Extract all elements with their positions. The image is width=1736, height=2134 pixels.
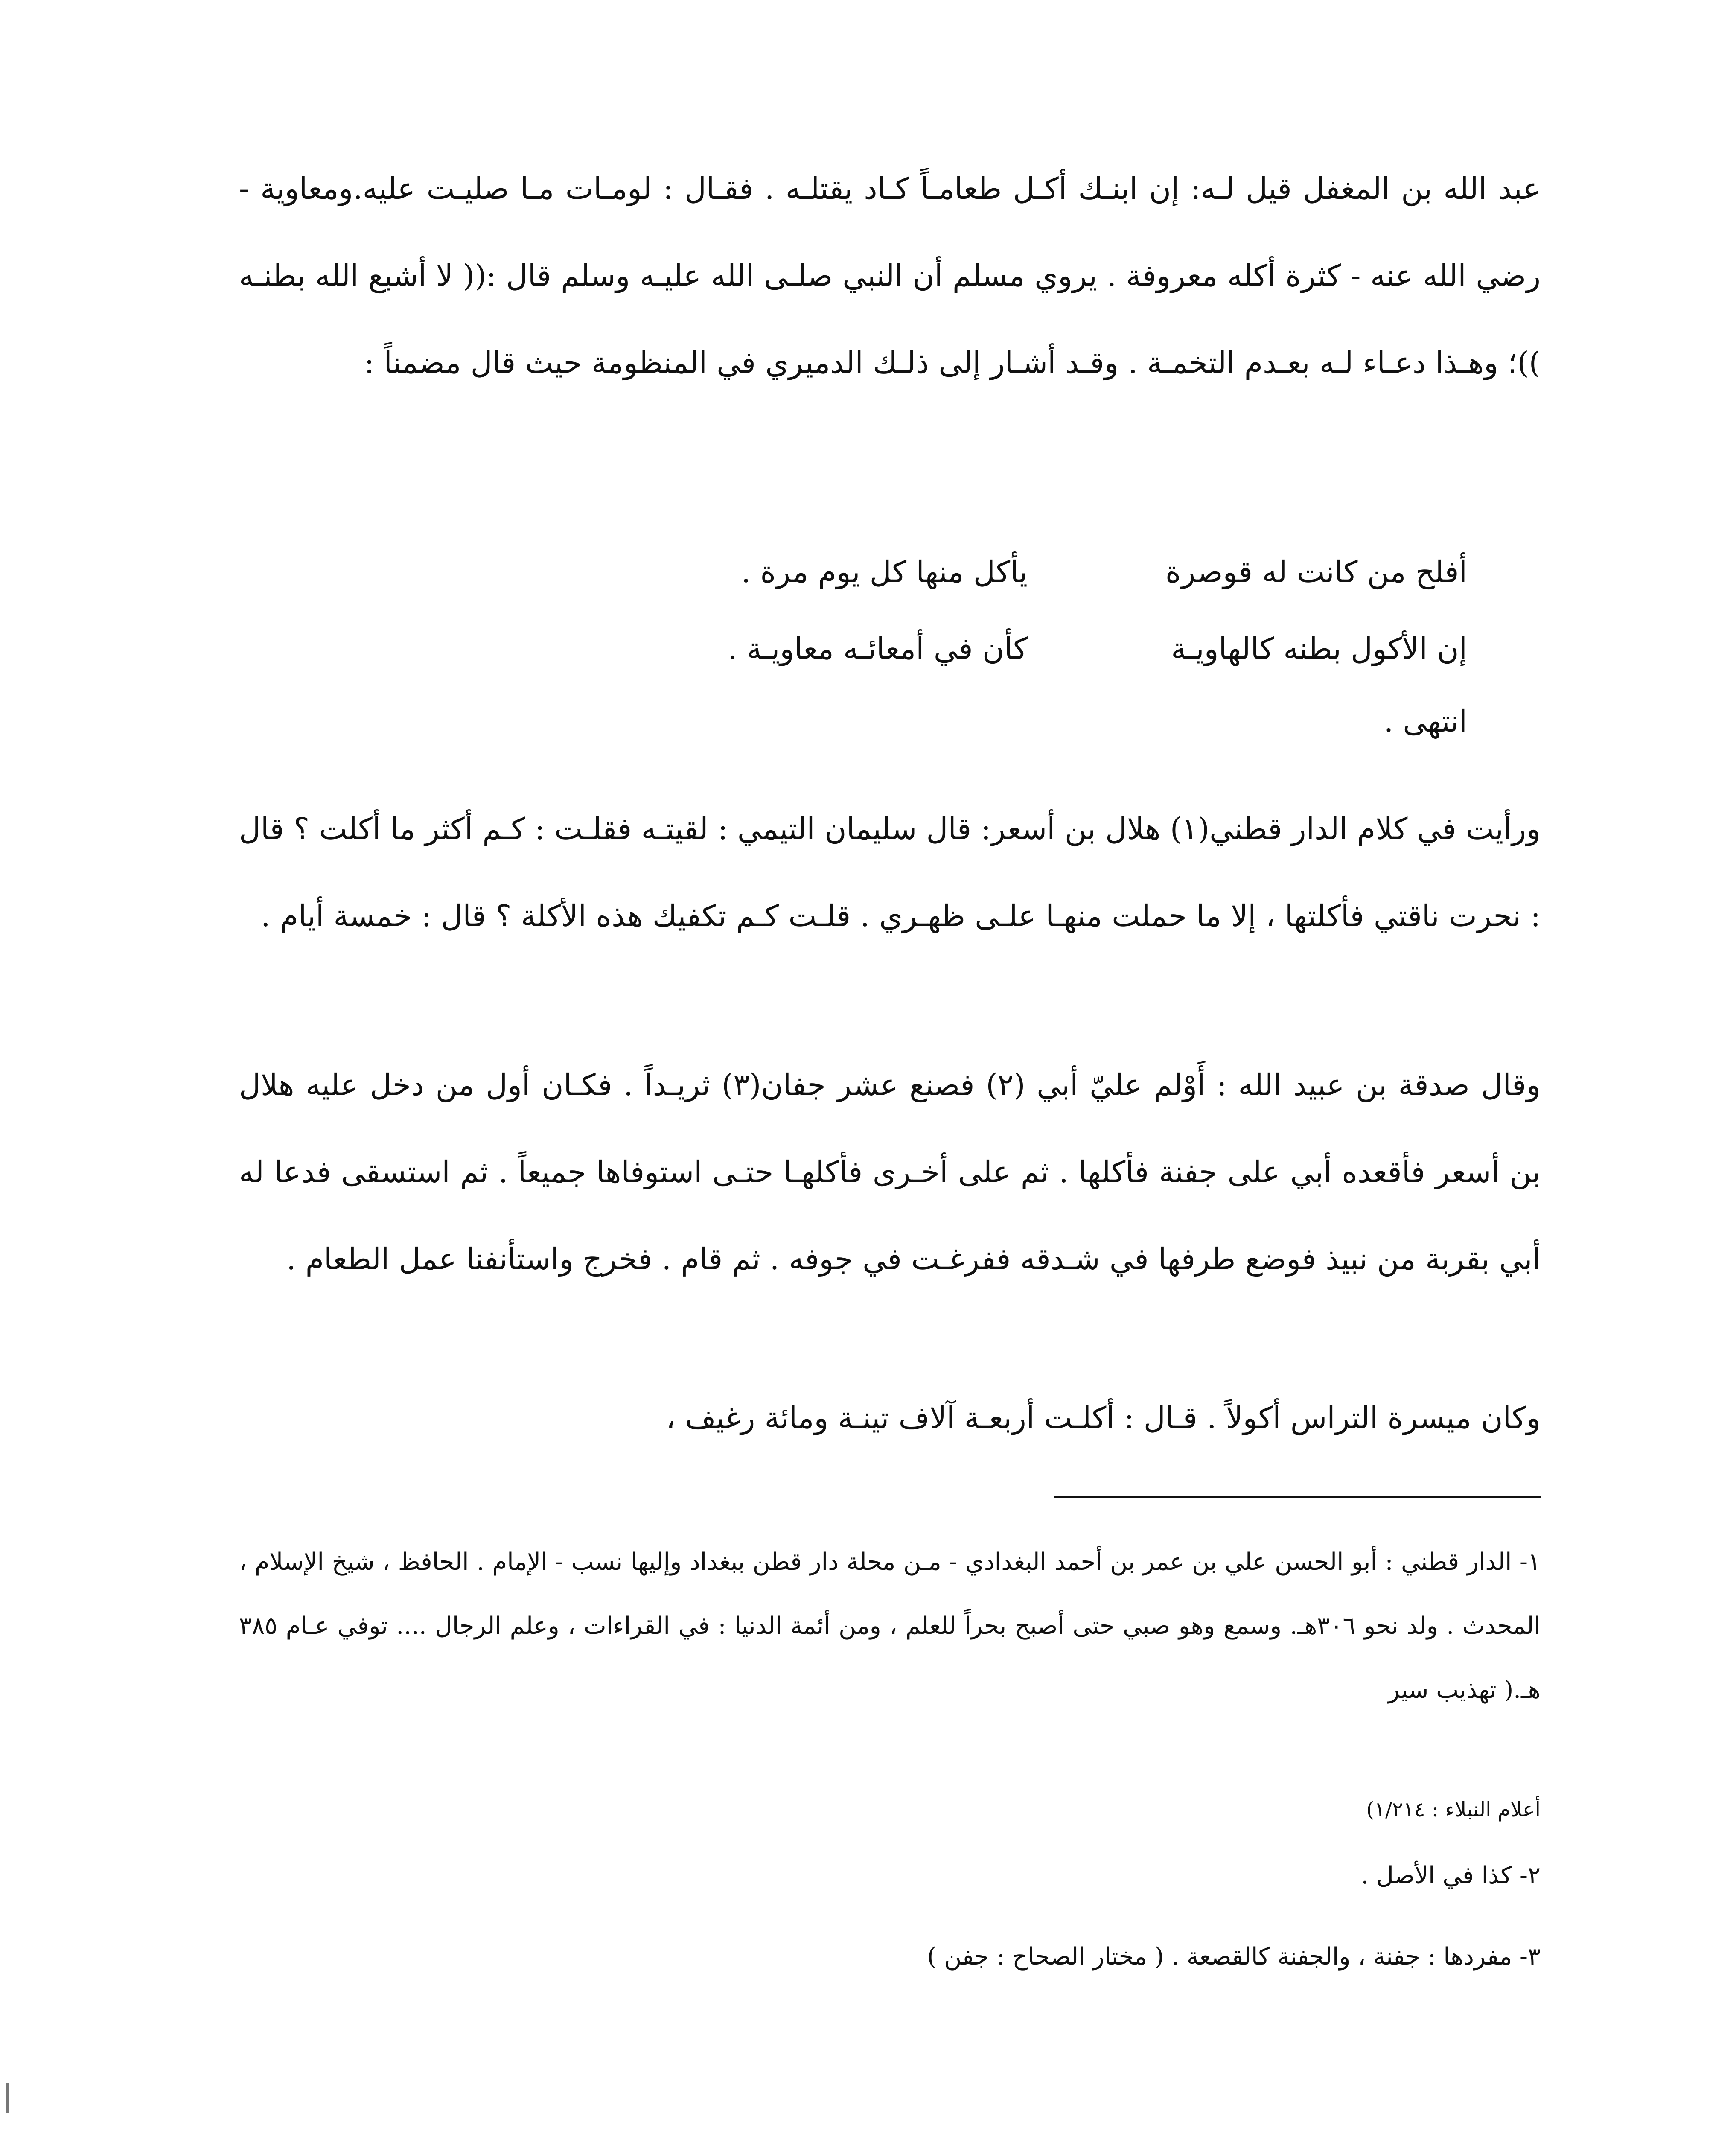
verse-1-first-hemistich: أفلح من كانت له قوصرة — [1165, 554, 1467, 589]
footnote-1-continuation: أعلام النبلاء : ١/٢١٤) — [1366, 1798, 1541, 1822]
verse-2-second-hemistich: كأن في أمعائـه معاويـة . — [728, 631, 1028, 666]
footnote-1: ١- الدار قطني : أبو الحسن علي بن عمر بن أحمد البغدادي - مـن محلة دار قطن ببغداد وإليها نسب - الإمام . الحافظ ، شيخ الإسلام ، المحدث . ولد نحو ٣٠٦هـ. وسمع وهو صبي حتى أصبح بحراً للعلم ، ومن أئمة الدنيا : في القراءات ، وعلم الرجال .... توفي عـام ٣٨٥ هـ.( تهذيب سير — [239, 1548, 1541, 1704]
footnote-separator — [1054, 1496, 1541, 1498]
paragraph-1: عبد الله بن المغفل قيل لـه: إن ابنـك أكـل طعامـاً كـاد يقتلـه . فقـال : لومـات مـا صليـت عليه.ومعاوية - رضي الله عنه - كثرة أكله معروفة . يروي مسلم أن النبي صلـى الله عليـه وسلم قال :(( لا أشبع الله بطنـه ))؛ وهـذا دعـاء لـه بعـدم التخمـة . وقـد أشـار إلى ذلـك الدميري في المنظومة حيث قال مضمناً : — [239, 171, 1541, 380]
verse-1-second-hemistich: يأكل منها كل يوم مرة . — [741, 554, 1028, 589]
paragraph-3: وقال صدقة بن عبيد الله : أَوْلم عليّ أبي (٢) فصنع عشر جفان(٣) ثريـداً . فكـان أول من دخل عليه هلال بن أسعر فأقعده أبي على جفنة فأكلها . ثم على أخـرى فأكلهـا حتـى استوفاها جميعاً . ثم استسقى فدعا له أبي بقربة من نبيذ فوضع طرفها في شـدقه ففرغـت في جوفه . ثم قام . فخرج واستأنفنا عمل الطعام . — [239, 1067, 1541, 1277]
paragraph-4: وكان ميسرة التراس أكولاً . قـال : أكلـت أربعـة آلاف تينـة ومائة رغيف ، — [666, 1400, 1541, 1435]
footnote-3: ٣- مفردها : جفنة ، والجفنة كالقصعة . ( مختار الصحاح : جفن ) — [927, 1943, 1541, 1971]
verse-end-marker: انتهى . — [1384, 704, 1467, 739]
footnote-2: ٢- كذا في الأصل . — [1361, 1862, 1541, 1889]
paragraph-2: ورأيت في كلام الدار قطني(١) هلال بن أسعر: قال سليمان التيمي : لقيتـه فقلـت : كـم أكثر ما أكلت ؟ قال : نحرت ناقتي فأكلتها ، إلا ما حملت منهـا علـى ظهـري . قلـت كـم تكفيك هذه الأكلة ؟ قال : خمسة أيام . — [239, 811, 1541, 933]
verse-2-first-hemistich: إن الأكول بطنه كالهاويـة — [1171, 631, 1467, 666]
scan-margin-mark — [6, 2083, 9, 2113]
